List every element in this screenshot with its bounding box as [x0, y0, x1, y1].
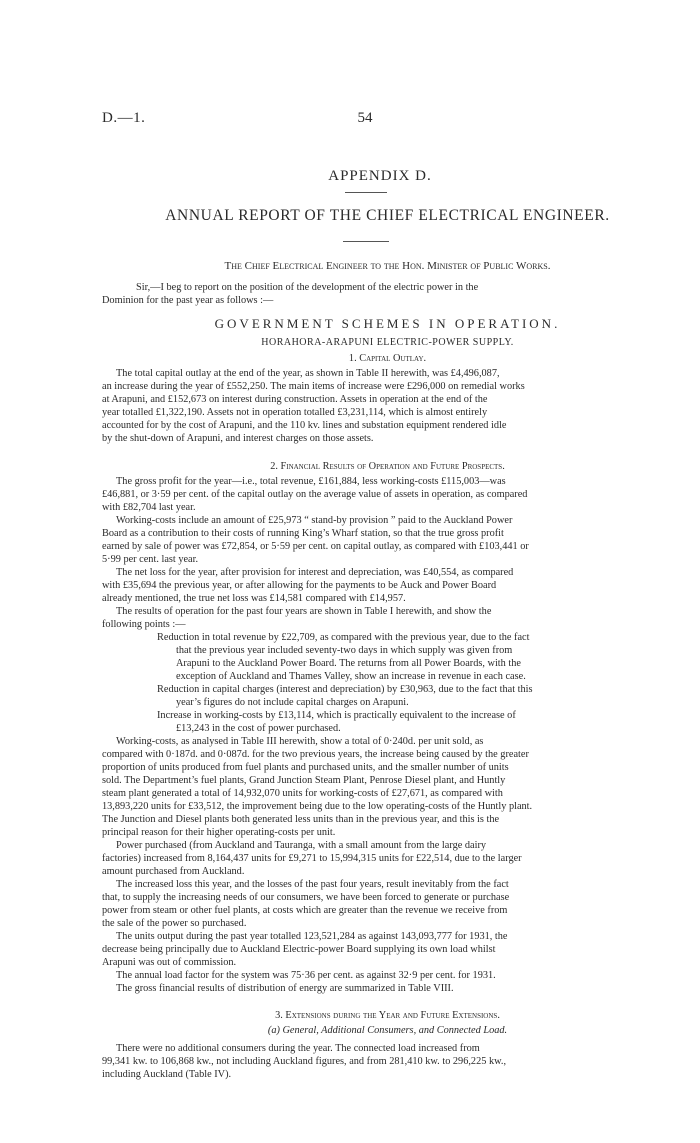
- paragraph-line: The increased loss this year, and the losses of the past four years, result inevitably from the fact: [116, 879, 509, 890]
- list-item-line: Increase in working-costs by £13,114, which is practically equivalent to the increase of: [157, 710, 516, 721]
- list-item-line: Reduction in total revenue by £22,709, as compared with the previous year, due to the fact: [157, 632, 530, 643]
- list-item-line: that the previous year included seventy-two days in which supply was given from: [176, 645, 513, 656]
- paragraph-line: The units output during the past year totalled 123,521,284 as against 143,093,777 for 1931, the: [116, 931, 508, 942]
- paragraph-line: 99,341 kw. to 106,868 kw., not including Auckland figures, and from 281,410 kw. to 296,225 kw.,: [102, 1056, 507, 1067]
- paragraph-line: power from steam or other fuel plants, at costs which are greater than the revenue we receive from: [102, 905, 508, 916]
- section-heading: GOVERNMENT SCHEMES IN OPERATION.: [214, 316, 561, 331]
- report-title: ANNUAL REPORT OF THE CHIEF ELECTRICAL ENGINEER.: [165, 207, 610, 224]
- section-2-heading: 2. Financial Results of Operation and Future Prospects.: [270, 461, 505, 472]
- address-line: The Chief Electrical Engineer to the Hon. Minister of Public Works.: [224, 260, 551, 272]
- paragraph-line: The net loss for the year, after provision for interest and depreciation, was £40,554, as compared: [116, 567, 514, 578]
- paragraph-line: an increase during the year of £552,250. The main items of increase were £296,000 on remedial works: [102, 381, 525, 392]
- list-item-line: year’s figures do not include capital charges on Arapuni.: [176, 697, 409, 708]
- paragraph-line: at Arapuni, and £152,673 on interest during construction. Assets in operation at the end of the: [102, 394, 488, 405]
- divider: [343, 241, 389, 242]
- subsection-heading: HORAHORA-ARAPUNI ELECTRIC-POWER SUPPLY.: [261, 337, 514, 348]
- paragraph-line: including Auckland (Table IV).: [102, 1069, 232, 1080]
- paragraph-line: with £35,694 the previous year, or after allowing for the payments to be Auck and Power Board: [102, 580, 497, 591]
- paragraph-line: already mentioned, the true net loss was £14,581 compared with £14,957.: [102, 593, 406, 604]
- paragraph-line: decrease being principally due to Auckland Electric-power Board supplying its own load whilst: [102, 944, 496, 955]
- paragraph-line: The total capital outlay at the end of the year, as shown in Table II herewith, was £4,496,087,: [116, 368, 500, 379]
- paragraph-line: compared with 0·187d. and 0·087d. for the two previous years, the increase being caused by the greater: [102, 749, 529, 760]
- document-reference: D.—1.: [102, 110, 146, 126]
- paragraph-line: principal reason for their higher operating-costs per unit.: [102, 827, 336, 838]
- paragraph-line: The gross profit for the year—i.e., total revenue, £161,884, less working-costs £115,003—was: [116, 476, 506, 487]
- list-item-line: £13,243 in the cost of power purchased.: [176, 723, 341, 734]
- paragraph-line: year totalled £1,322,190. Assets not in operation totalled £3,231,114, which is almost entirely: [102, 407, 488, 418]
- paragraph-line: The gross financial results of distribution of energy are summarized in Table VIII.: [116, 983, 454, 994]
- paragraph-line: with £82,704 last year.: [102, 502, 196, 513]
- list-item-line: exception of Auckland and Thames Valley, show an increase in revenue in each case.: [176, 671, 526, 682]
- paragraph-line: following points :—: [102, 619, 186, 630]
- paragraph-line: Working-costs, as analysed in Table III herewith, show a total of 0·240d. per unit sold, as: [116, 736, 484, 747]
- salutation-line: Dominion for the past year as follows :—: [102, 295, 274, 306]
- paragraph-line: There were no additional consumers during the year. The connected load increased from: [116, 1043, 480, 1054]
- paragraph-line: 13,893,220 units for £33,512, the improvement being due to the low operating-costs of the Huntly plant.: [102, 801, 533, 812]
- paragraph-line: sold. The Department’s fuel plants, Grand Junction Steam Plant, Penrose Diesel plant, and Huntly: [102, 775, 506, 786]
- paragraph-line: Power purchased (from Auckland and Tauranga, with a small amount from the large dairy: [116, 840, 487, 851]
- section-1-heading: 1. Capital Outlay.: [348, 353, 427, 364]
- paragraph-line: steam plant generated a total of 14,932,070 units for working-costs of £27,671, as compared with: [102, 788, 503, 799]
- paragraph-line: factories) increased from 8,164,437 units for £9,271 to 15,994,315 units for £22,514, due to the larger: [102, 853, 522, 864]
- paragraph-line: The results of operation for the past four years are shown in Table I herewith, and show the: [116, 606, 492, 617]
- divider: [345, 192, 387, 193]
- paragraph-line: Board as a contribution to their costs of running King’s Wharf station, so that the true gross profit: [102, 528, 504, 539]
- paragraph-line: the sale of the power so purchased.: [102, 918, 247, 929]
- page-number: 54: [357, 110, 373, 126]
- paragraph-line: £46,881, or 3·59 per cent. of the capital outlay on the average value of assets in operation, as compared: [102, 489, 528, 500]
- paragraph-line: amount purchased from Auckland.: [102, 866, 245, 877]
- paragraph-line: 5·99 per cent. last year.: [102, 554, 199, 565]
- list-item-line: Arapuni to the Auckland Power Board. The returns from all Power Boards, with the: [176, 658, 521, 669]
- paragraph-line: The annual load factor for the system was 75·36 per cent. as against 32·9 per cent. for 1931.: [116, 970, 496, 981]
- subsection-heading: (a) General, Additional Consumers, and Connected Load.: [267, 1025, 508, 1036]
- paragraph-line: that, to supply the increasing needs of our consumers, we have been forced to generate or purchase: [102, 892, 510, 903]
- appendix-title: APPENDIX D.: [328, 168, 432, 184]
- paragraph-line: Arapuni was out of commission.: [102, 957, 237, 968]
- paragraph-line: proportion of units produced from fuel plants and purchased units, and the smaller number of units: [102, 762, 509, 773]
- section-3-heading: 3. Extensions during the Year and Future Extensions.: [275, 1010, 500, 1021]
- paragraph-line: earned by sale of power was £72,854, or 5·59 per cent. on capital outlay, as compared with £103,441 or: [102, 541, 529, 552]
- paragraph-line: accounted for by the cost of Arapuni, and the 110 kv. lines and substation equipment rendered idle: [102, 420, 507, 431]
- paragraph-line: by the shut-down of Arapuni, and interest charges on those assets.: [102, 433, 374, 444]
- paragraph-line: Working-costs include an amount of £25,973 “ stand-by provision ” paid to the Auckland Power: [116, 515, 513, 526]
- salutation-line: Sir,—I beg to report on the position of the development of the electric power in the: [136, 282, 479, 293]
- paragraph-line: The Junction and Diesel plants both generated less units than in the previous year, and this is the: [102, 814, 500, 825]
- list-item-line: Reduction in capital charges (interest and depreciation) by £30,963, due to the fact that this: [157, 684, 533, 695]
